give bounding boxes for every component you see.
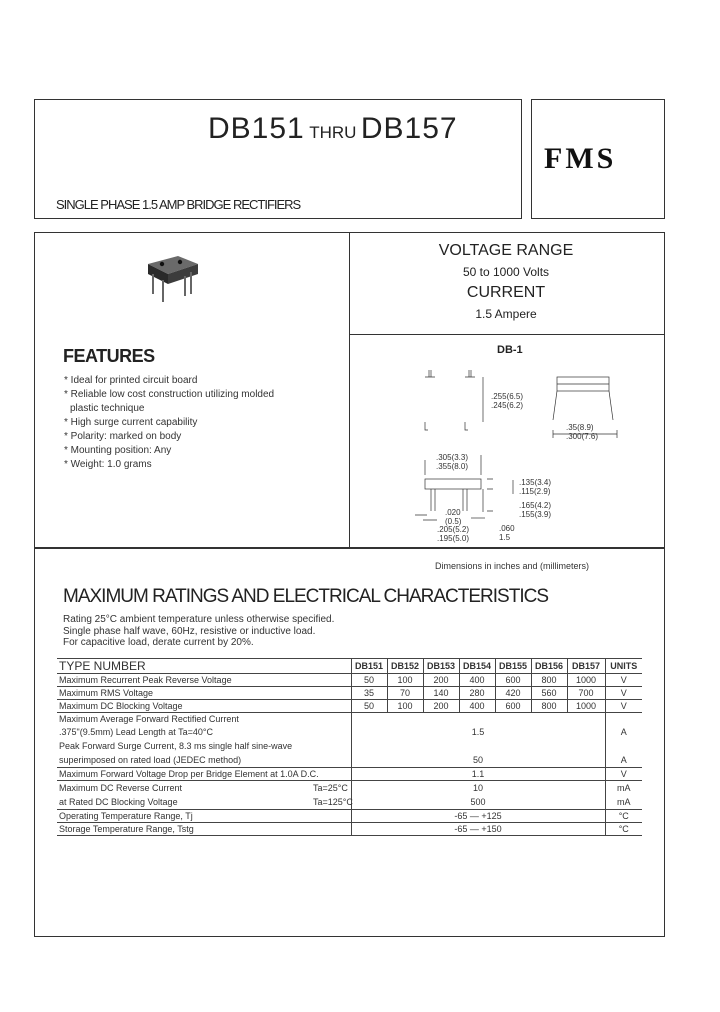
middle-divider [349,232,350,548]
value-cell: 50 [351,753,605,768]
dim-label: .020 [445,508,461,517]
feature-item: plastic technique [70,403,145,414]
unit-cell: A [605,753,642,768]
type-number-header: TYPE NUMBER [57,659,351,674]
note-line: For capacitive load, derate current by 20%. [63,637,254,648]
cell: 600 [495,700,531,713]
cell: 70 [387,687,423,700]
cell: 280 [459,687,495,700]
cell: 100 [387,700,423,713]
dim-label: 1.5 [499,533,511,542]
unit-cell [605,739,642,753]
ratings-table [57,658,642,836]
unit-cell: °C [605,810,642,823]
cell: 420 [495,687,531,700]
dim-label: .245(6.2) [491,401,524,410]
unit-cell: V [605,700,642,713]
row-label: .375"(9.5mm) Lead Length at Ta=40°C [59,726,213,737]
cell: 35 [351,687,387,700]
row-label [57,781,351,796]
cell: 1000 [567,674,605,687]
column-header: DB153 [423,659,459,674]
value-cell: -65 — +150 [351,823,605,836]
dimensions-note: Dimensions in inches and (millimeters) [435,561,590,571]
dim-label: .300(7.6) [566,432,599,441]
row-label: Maximum RMS Voltage [57,687,351,700]
row-label: Maximum Recurrent Peak Reverse Voltage [57,674,351,687]
dim-label: .195(5.0) [437,534,470,543]
current-value: 1.5 Ampere [475,307,537,321]
table-row [57,795,642,810]
row-label [57,795,351,810]
dim-label: .135(3.4) [519,478,552,487]
unit-cell: V [605,674,642,687]
table-row [57,823,642,836]
value-cell: 1.1 [351,768,605,781]
feature-item: * Reliable low cost construction utilizing molded [64,389,275,400]
dim-label: .115(2.9) [519,487,551,496]
condition: Ta=125°C [313,796,353,807]
features-heading: FEATURES [63,346,155,366]
row-label: Operating Temperature Range, Tj [57,810,351,823]
table-row [57,725,642,739]
row-label: Maximum Average Forward Rectified Current [59,713,239,724]
table-row [57,700,642,713]
table-row [57,687,642,700]
column-header: DB155 [495,659,531,674]
condition: Ta=25°C [313,782,348,793]
part-end: DB157 [360,112,458,145]
column-header: DB152 [387,659,423,674]
value-cell: 1.5 [351,725,605,739]
table-row [57,810,642,823]
row-label: Storage Temperature Range, Tstg [57,823,351,836]
feature-item: * Weight: 1.0 grams [64,459,152,470]
ratings-notes [63,614,334,649]
component-image [140,250,210,310]
unit-cell: V [605,687,642,700]
dim-label: .205(5.2) [437,525,470,534]
cell: 800 [531,674,567,687]
value-cell: 500 [351,795,605,810]
unit-cell [605,713,642,726]
dim-label: .165(4.2) [519,501,552,510]
feature-item: * High surge current capability [64,417,198,428]
cell: 700 [567,687,605,700]
subtitle: SINGLE PHASE 1.5 AMP BRIDGE RECTIFIERS [56,197,301,212]
page-title [208,112,458,146]
column-header: DB156 [531,659,567,674]
row-label: Peak Forward Surge Current, 8.3 ms single half sine-wave [59,740,293,751]
part-start: DB151 [208,112,305,145]
voltage-range-label: VOLTAGE RANGE [438,242,574,259]
row-label: superimposed on rated load (JEDEC method) [57,753,351,768]
units-header: UNITS [605,659,642,674]
table-header-row [57,659,642,674]
voltage-range-value: 50 to 1000 Volts [462,265,550,279]
unit-cell: mA [605,795,642,810]
column-header: DB157 [567,659,605,674]
row-label: Maximum Forward Voltage Drop per Bridge Element at 1.0A D.C. [57,768,351,781]
cell: 400 [459,674,495,687]
table-row [57,739,642,753]
dim-label: .355(8.0) [436,462,469,471]
brand-logo: FMS [544,142,617,175]
cell: 50 [351,674,387,687]
features-list [64,374,274,472]
table-row [57,713,642,726]
cell: 1000 [567,700,605,713]
feature-item: * Ideal for printed circuit board [64,375,198,386]
unit-cell: V [605,768,642,781]
unit-cell: A [605,725,642,739]
table-row [57,753,642,768]
thru-label: THRU [309,123,357,142]
ratings-title: MAXIMUM RATINGS AND ELECTRICAL CHARACTERISTICS [63,586,549,607]
note-line: Single phase half wave, 60Hz, resistive or inductive load. [63,625,316,637]
cell: 100 [387,674,423,687]
row-label: Maximum DC Blocking Voltage [57,700,351,713]
column-header: DB154 [459,659,495,674]
dim-label: .305(3.3) [436,453,469,462]
cell: 200 [423,674,459,687]
dim-label: (0.5) [445,517,462,526]
unit-cell: mA [605,781,642,796]
feature-item: * Polarity: marked on body [64,431,182,442]
unit-cell: °C [605,823,642,836]
dim-label: .155(3.9) [519,510,552,519]
column-header: DB151 [351,659,387,674]
cell [351,739,605,753]
dim-label: .35(8.9) [566,423,594,432]
cell [351,713,605,726]
dim-label: .255(6.5) [491,392,524,401]
note-line: Rating 25°C ambient temperature unless otherwise specified. [63,614,335,625]
current-label: CURRENT [466,284,546,301]
cell: 50 [351,700,387,713]
feature-item: * Mounting position: Any [64,445,172,456]
cell: 140 [423,687,459,700]
package-name: DB-1 [497,344,523,356]
table-row [57,768,642,781]
dim-label: .060 [499,524,515,533]
value-cell: 10 [351,781,605,796]
label-text: Maximum DC Reverse Current [59,782,183,793]
cell: 400 [459,700,495,713]
table-row [57,674,642,687]
label-text: at Rated DC Blocking Voltage [59,796,178,807]
value-cell: -65 — +125 [351,810,605,823]
spec-divider [349,334,665,335]
cell: 560 [531,687,567,700]
table-row [57,781,642,796]
cell: 600 [495,674,531,687]
cell: 800 [531,700,567,713]
cell: 200 [423,700,459,713]
